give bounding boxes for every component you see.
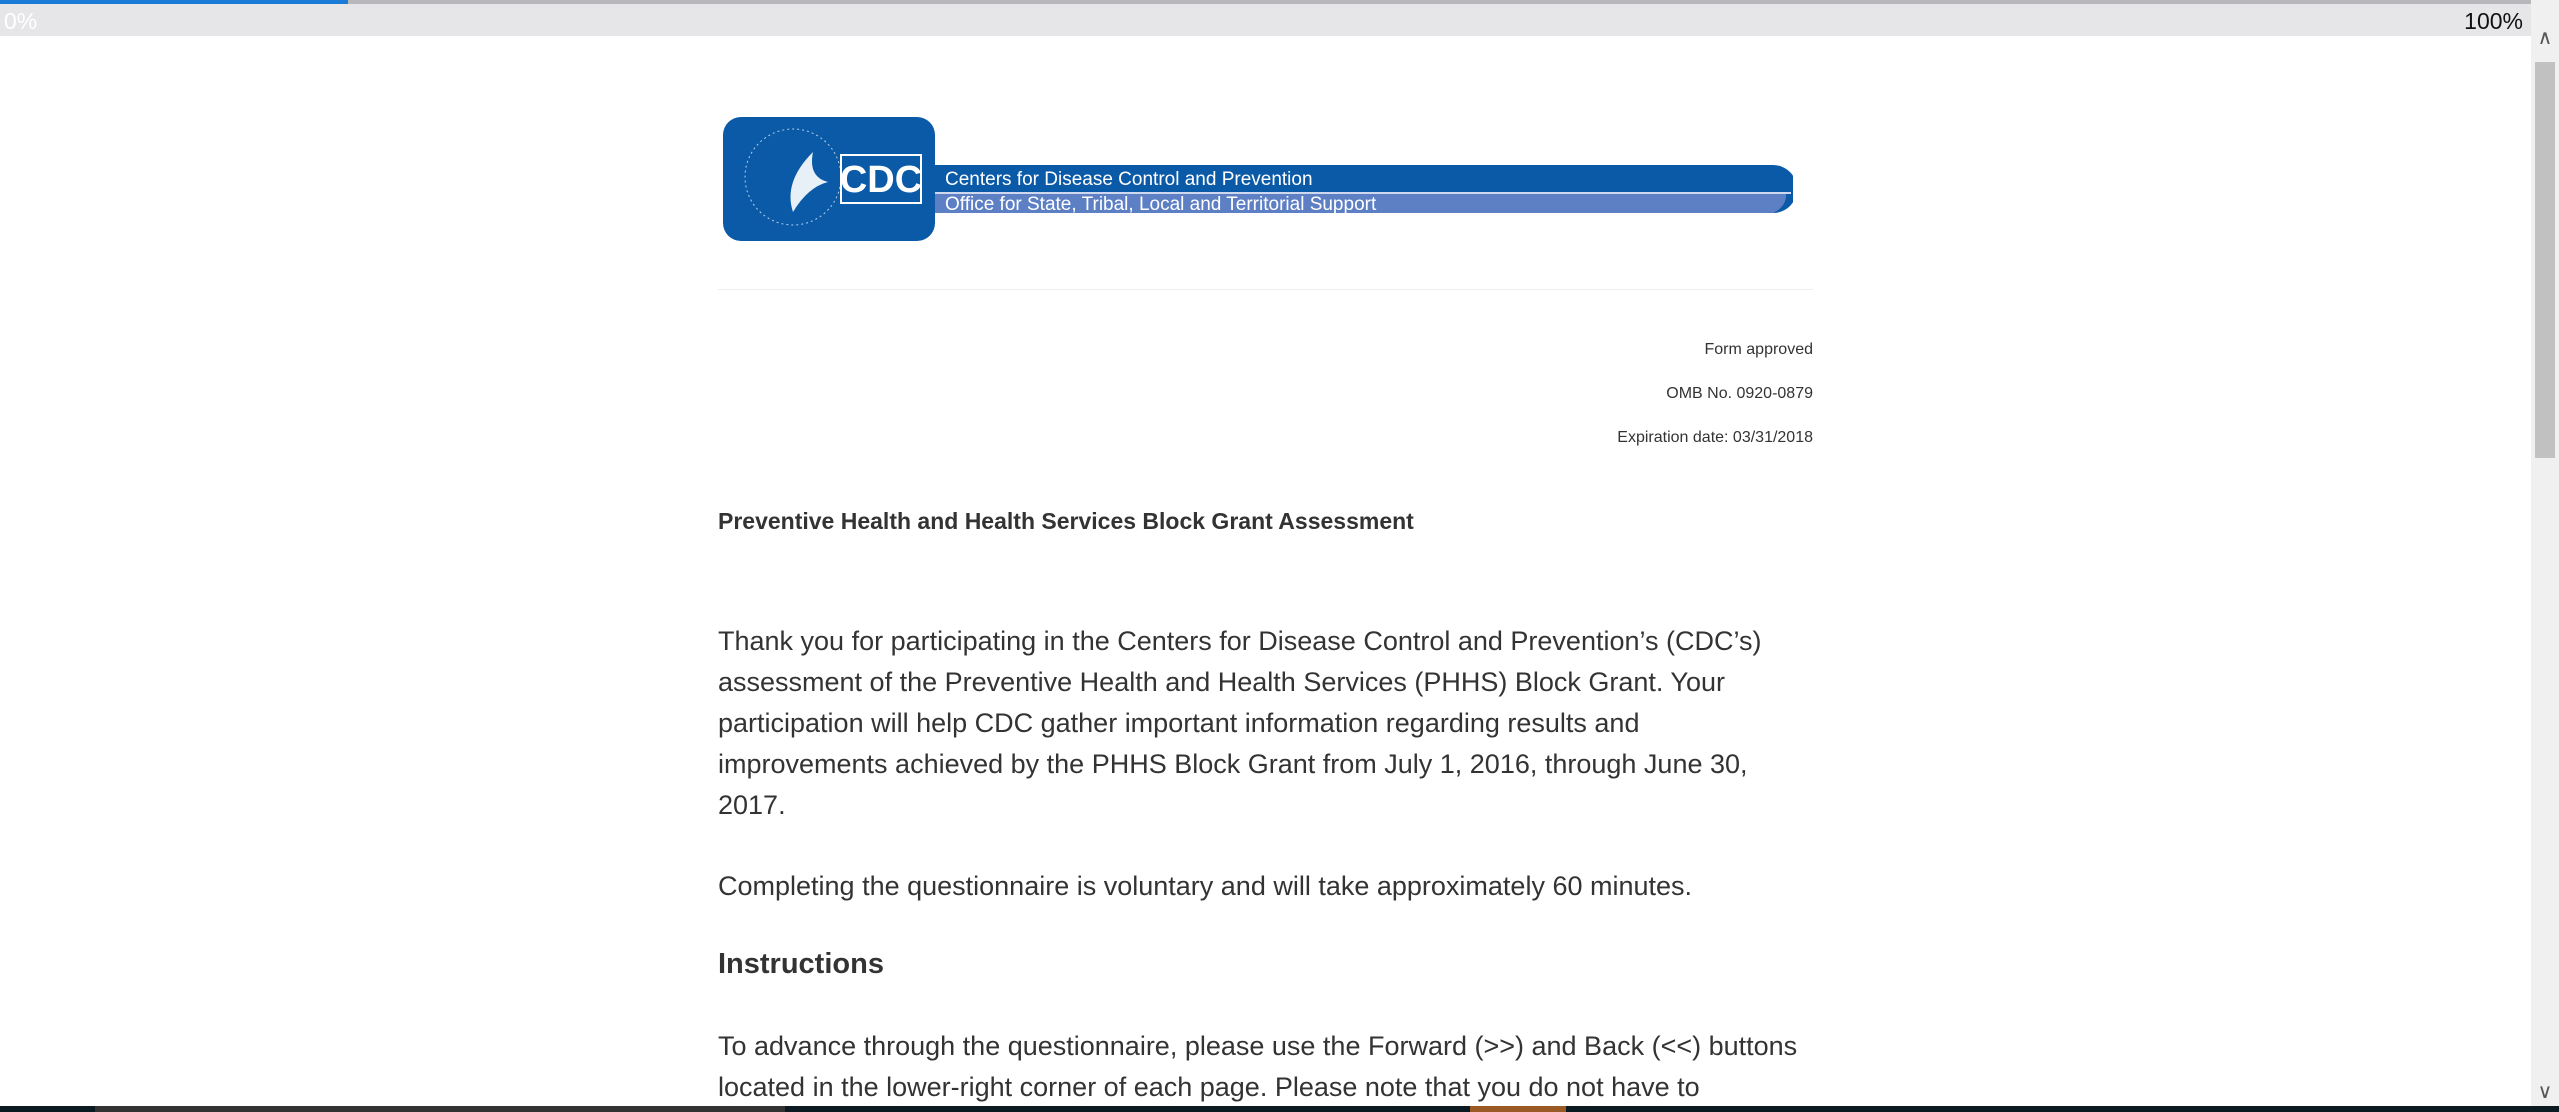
intro-paragraph: Thank you for participating in the Centers for Disease Control and Prevention’s (CDC’s) assessment of the Preventive Health and Health Services (PHHS) Block Grant. Your participation will help CDC gather important information regarding results and improvements achieved by the PHHS Block Grant from July 1, 2016, through June 30, 2017. (718, 626, 1762, 820)
svg-text:Office for State, Tribal, Loca: Office for State, Tribal, Local and Territorial Support (945, 194, 1377, 215)
expiration-date: Expiration date: 03/31/2018 (1617, 429, 1813, 446)
taskbar-edge (0, 1106, 2559, 1112)
page-title: Preventive Health and Health Services Block Grant Assessment (718, 508, 1414, 534)
scroll-down-icon[interactable]: ∨ (2537, 1081, 2553, 1103)
progress-fill (0, 0, 348, 4)
cdc-logo (723, 117, 1793, 241)
vertical-scrollbar[interactable] (2531, 0, 2559, 1106)
scrollbar-thumb[interactable] (2535, 62, 2555, 458)
svg-text:CDC: CDC (839, 159, 923, 201)
svg-text:Centers for Disease Control an: Centers for Disease Control and Prevention (945, 169, 1313, 190)
voluntary-paragraph: Completing the questionnaire is voluntary and will take approximately 60 minutes. (718, 871, 1693, 901)
progress-end-label: 100% (2464, 8, 2523, 34)
header-divider (718, 289, 1813, 290)
omb-number: OMB No. 0920-0879 (1666, 385, 1813, 402)
form-approved: Form approved (1704, 341, 1813, 358)
instructions-heading: Instructions (718, 948, 884, 980)
scroll-up-icon[interactable]: ∧ (2537, 27, 2553, 49)
progress-bar (0, 0, 2531, 36)
progress-start-label: 0% (4, 8, 38, 34)
instructions-paragraph: To advance through the questionnaire, please use the Forward (>>) and Back (<<) buttons located in the lower-right corner of each page. Please note that you do not have to (718, 1031, 1798, 1102)
